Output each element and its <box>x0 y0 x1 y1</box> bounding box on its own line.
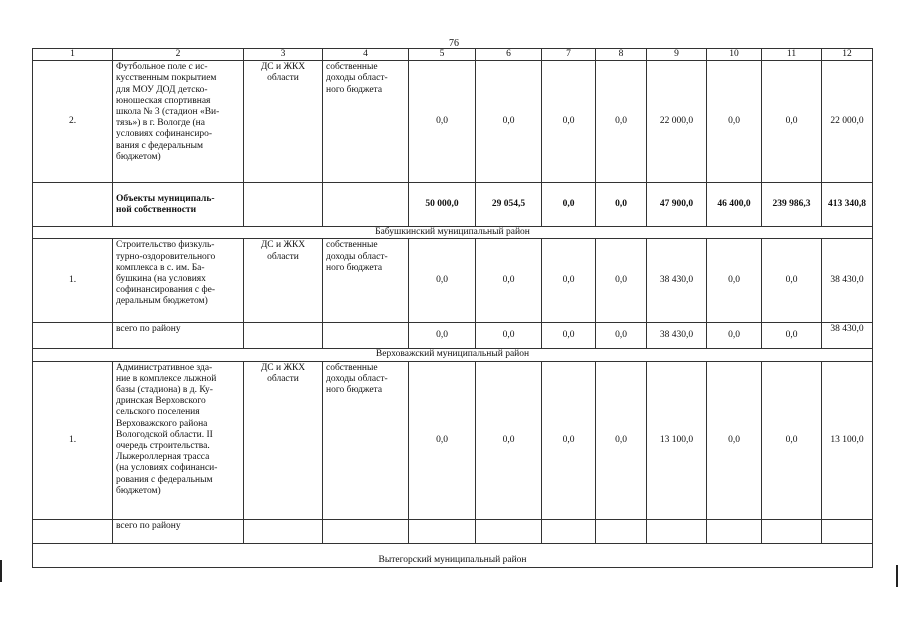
column-header: 11 <box>762 49 822 61</box>
funding-source: собственные доходы област- ного бюджета <box>323 61 409 183</box>
value-cell: 13 100,0 <box>647 361 707 519</box>
column-header: 2 <box>113 49 244 61</box>
value-cell: 46 400,0 <box>707 183 762 227</box>
row-number: 2. <box>33 61 113 183</box>
value-cell: 0,0 <box>707 61 762 183</box>
object-name: Административное зда- ние в комплексе лыжной базы (стадиона) в д. Ку- дринская Верховского сельского поселения Верховажского района Вологодской области. II очередь строительства. Лыжероллерная трасса (на условиях софинанси- рования с федеральным бюджетом) <box>113 361 244 519</box>
section-row <box>33 543 873 567</box>
value-cell: 0,0 <box>707 361 762 519</box>
value-cell: 47 900,0 <box>647 183 707 227</box>
value-cell: 0,0 <box>762 239 822 323</box>
value-cell: 0,0 <box>409 61 476 183</box>
scan-edge-mark <box>0 560 2 582</box>
section-title: Вытегорский муниципальный район <box>33 543 873 567</box>
column-number-row <box>33 49 873 61</box>
section-title: Бабушкинский муниципальный район <box>33 227 873 239</box>
value-cell: 0,0 <box>596 361 647 519</box>
value-cell: 0,0 <box>542 183 596 227</box>
funding-source: собственные доходы област- ного бюджета <box>323 239 409 323</box>
value-cell: 0,0 <box>542 239 596 323</box>
column-header: 1 <box>33 49 113 61</box>
responsible-org: ДС и ЖКХ области <box>244 61 323 183</box>
section-row <box>33 227 873 239</box>
funding-source: собственные доходы област- ного бюджета <box>323 361 409 519</box>
value-cell: 0,0 <box>596 183 647 227</box>
page-number: 76 <box>449 38 459 49</box>
value-cell: 38 430,0 <box>822 239 873 323</box>
total-label: Объекты муниципаль- ной собственности <box>113 183 244 227</box>
value-cell: 413 340,8 <box>822 183 873 227</box>
value-cell: 0,0 <box>542 61 596 183</box>
value-cell: 38 430,0 <box>647 323 707 349</box>
column-header: 8 <box>596 49 647 61</box>
total-row <box>33 183 873 227</box>
column-header: 4 <box>323 49 409 61</box>
column-header: 9 <box>647 49 707 61</box>
value-cell: 239 986,3 <box>762 183 822 227</box>
column-header: 12 <box>822 49 873 61</box>
row-number: 1. <box>33 361 113 519</box>
column-header: 10 <box>707 49 762 61</box>
district-total-label: всего по району <box>113 519 244 543</box>
value-cell: 0,0 <box>596 61 647 183</box>
district-total-row <box>33 323 873 349</box>
value-cell: 0,0 <box>409 239 476 323</box>
value-cell: 22 000,0 <box>647 61 707 183</box>
table-row <box>33 61 873 183</box>
table-row <box>33 361 873 519</box>
value-cell: 0,0 <box>762 361 822 519</box>
value-cell: 0,0 <box>409 361 476 519</box>
value-cell: 0,0 <box>542 323 596 349</box>
district-total-label: всего по району <box>113 323 244 349</box>
value-cell: 50 000,0 <box>409 183 476 227</box>
column-header: 5 <box>409 49 476 61</box>
column-header: 6 <box>476 49 542 61</box>
district-total-row <box>33 519 873 543</box>
value-cell: 0,0 <box>476 323 542 349</box>
budget-table <box>32 48 873 568</box>
value-cell: 22 000,0 <box>822 61 873 183</box>
value-cell: 0,0 <box>596 239 647 323</box>
value-cell: 0,0 <box>409 323 476 349</box>
column-header: 7 <box>542 49 596 61</box>
column-header: 3 <box>244 49 323 61</box>
value-cell: 0,0 <box>762 323 822 349</box>
responsible-org: ДС и ЖКХ области <box>244 239 323 323</box>
object-name: Футбольное поле с ис- кусственным покрытием для МОУ ДОД детско- юношеская спортивная школа № 3 (стадион «Ви- тязь») в г. Вологде (на условиях софинансиро- вания с федеральным бюджетом) <box>113 61 244 183</box>
value-cell: 29 054,5 <box>476 183 542 227</box>
scan-edge-mark <box>896 565 898 587</box>
value-cell: 0,0 <box>762 61 822 183</box>
responsible-org: ДС и ЖКХ области <box>244 361 323 519</box>
value-cell: 0,0 <box>476 239 542 323</box>
row-number: 1. <box>33 239 113 323</box>
value-cell: 0,0 <box>707 323 762 349</box>
value-cell: 38 430,0 <box>647 239 707 323</box>
table-row <box>33 239 873 323</box>
value-cell: 38 430,0 <box>822 323 873 349</box>
value-cell: 0,0 <box>476 361 542 519</box>
section-row <box>33 349 873 361</box>
value-cell: 0,0 <box>707 239 762 323</box>
value-cell: 0,0 <box>476 61 542 183</box>
object-name: Строительство физкуль- турно-оздоровительного комплекса в с. им. Ба- бушкина (на условиях софинансирования с фе- деральным бюджетом) <box>113 239 244 323</box>
value-cell: 0,0 <box>596 323 647 349</box>
section-title: Верховажский муниципальный район <box>33 349 873 361</box>
value-cell: 0,0 <box>542 361 596 519</box>
value-cell: 13 100,0 <box>822 361 873 519</box>
